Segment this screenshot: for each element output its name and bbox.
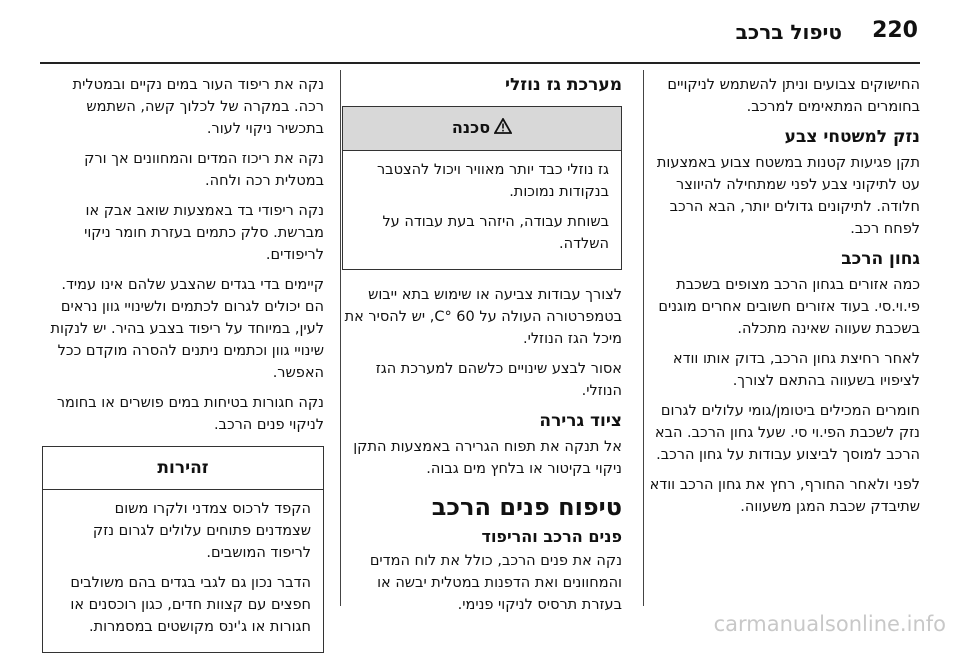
caution-text: הקפד לרכוס צמדני ולקרו משום שצמדנים פתוחים עלולים לגרום נזק לריפוד המושבים. (92, 501, 311, 561)
underbody-paragraph: כמה אזורים בגחון הרכב מצופים בשכבת פי.וי.סי. בעוד אזורים חשובים אחרים מוגנים בשכבת שעווה שאינה מתכלה. (658, 277, 920, 337)
watermark: carmanualsonline.info (713, 612, 946, 636)
towing-heading: ציוד גרירה (539, 410, 622, 431)
danger-box (342, 106, 622, 270)
caution-box (42, 446, 324, 653)
column-middle (342, 74, 622, 624)
underbody-paragraph: לפני ולאחר החורף, רחץ את גחון הרכב וודא שתיבדק שכבת המגן משעווה. (649, 477, 920, 515)
danger-text: גז נוזלי כבד יותר מאוויר ויכול להצטבר בנקודות נמוכות. (377, 161, 609, 200)
column-right (648, 74, 920, 526)
section-title: טיפול ברכב (735, 20, 842, 44)
upholstery-paragraph: נקה את ריפוד העור במים נקיים ובמטלית רכה. במקרה של לכלוך קשה, השתמש בתכשיר ניקוי לעור. (72, 77, 324, 137)
danger-box-header (343, 107, 621, 151)
paint-damage-text: תקן פגיעות קטנות במשטח צבוע באמצעות עט לתיקוני צבע לפני שמתחילה להיווצר חלודה. לתיקונים גדולים יותר, הבא הרכב לפחח רכב. (656, 155, 920, 237)
column-left (42, 74, 324, 667)
page-number: 220 (872, 18, 918, 43)
paint-damage-heading: נזק למשטחי צבע (784, 127, 920, 147)
upholstery-paragraph: נקה את ריכוז המדים והמחוונים אך ורק במטלית רכה ולחה. (84, 151, 324, 189)
caution-title: זהירות (43, 447, 323, 490)
interior-subheading: פנים הרכב והריפוד (481, 526, 622, 546)
column-divider (340, 70, 341, 606)
towing-text: אל תנקה את תפוח הגרירה באמצעות התקן ניקוי בקיטור או בלחץ מים גבוה. (353, 438, 622, 477)
interior-care-heading: טיפוח פנים הרכב (431, 492, 622, 521)
underbody-paragraph: לאחר רחיצת גחון הרכב, בדוק אותו וודא לציפויו בשעווה בהתאם לצורך. (672, 351, 920, 389)
caution-text: הדבר נכון גם לגבי בגדים בהם משולבים חפצים עם קצוות חדים, כגון רוכסנים או חגורות או ג'ינס מקושטים במסמרות. (70, 575, 311, 635)
lpg-paragraph: לצורך עבודות צביעה או שימוש בתא ייבוש בטמפרטורה העולה על 60 °C, יש להסיר את מיכל הגז הנוזלי. (344, 286, 622, 347)
warning-triangle-icon (494, 118, 512, 140)
lpg-system-heading: מערכת גז נוזלי (505, 75, 622, 95)
page-header (0, 0, 960, 60)
column-divider (643, 70, 644, 606)
interior-text: נקה את פנים הרכב, כולל את לוח המדים והמחוונים ואת הדפנות במטלית יבשה או בעזרת תרסיס לניקוי פנימי. (369, 552, 622, 613)
upholstery-paragraph: נקה חגורות בטיחות במים פושרים או בחומר לניקוי פנים הרכב. (56, 395, 324, 433)
header-rule (40, 62, 920, 64)
danger-title: סכנה (451, 118, 491, 137)
intro-paragraph: החישוקים צבועים וניתן להשתמש לניקויים בחומרים המתאימים למרכב. (667, 77, 920, 115)
upholstery-paragraph: נקה ריפודי בד באמצעות שואב אבק או מברשת. סלק כתמים בעזרת חומר ניקוי לריפודים. (84, 203, 324, 263)
upholstery-paragraph: קיימים בדי בגדים שהצבע שלהם אינו עמיד. הם יכולים לגרום לכתמים ולשינויי גוון נראים לעין, במיוחד על ריפוד בצבע בהיר. יש לנקות שינויי גוון וכתמים ניתנים להסרה מוקדם ככל האפשר. (50, 277, 324, 381)
underbody-paragraph: חומרים המכילים ביטומן/גומי עלולים לגרום נזק לשכבת הפי.וי סי. שעל גחון הרכב. הבא הרכב למוסך לביצוע עבודות על גחון הרכב. (654, 403, 920, 463)
lpg-paragraph: אסור לבצע שינויים כלשהם למערכת הגז הנוזלי. (375, 360, 622, 399)
danger-text: בשוחת עבודה, היזהר בעת עבודה על השלדה. (382, 213, 609, 252)
underbody-heading: גחון הרכב (841, 249, 920, 269)
